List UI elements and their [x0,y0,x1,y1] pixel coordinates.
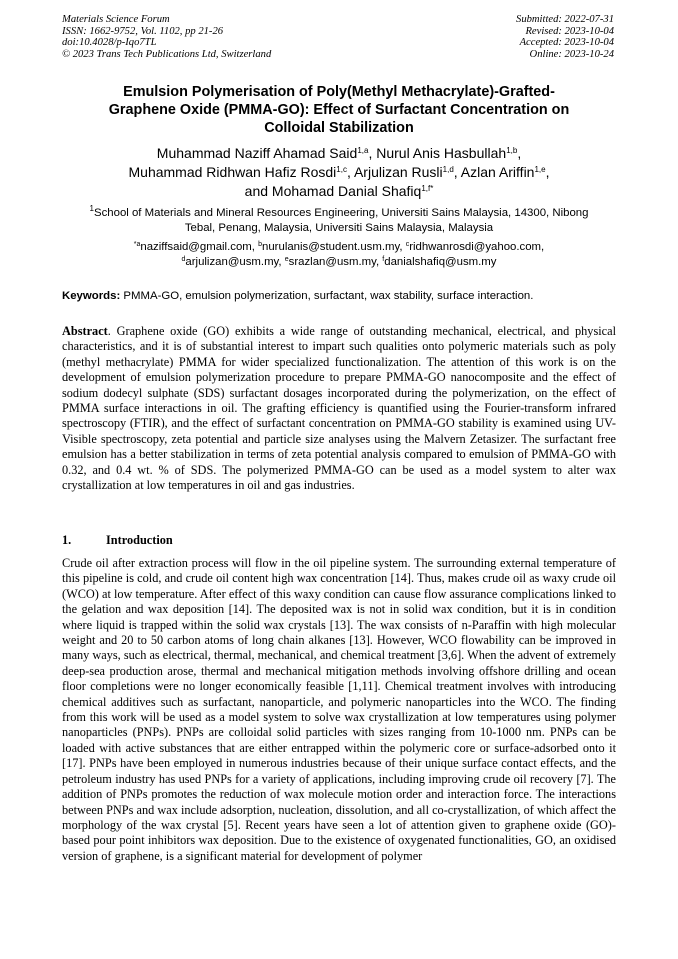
keywords-text: PMMA-GO, emulsion polymerization, surfactant, wax stability, surface interaction. [120,290,534,302]
journal-name: Materials Science Forum [62,14,170,25]
email-address[interactable]: ridhwanrosdi@yahoo.com, [409,241,545,253]
affiliation-mark: 1 [89,204,94,213]
email-mark: c [405,241,410,248]
journal-copyright: © 2023 Trans Tech Publications Ltd, Switzerland [62,48,272,60]
email-address[interactable]: srazlan@usm.my, [288,256,383,269]
author-name: Nurul Anis Hasbullah [376,145,507,161]
author-separator: , [453,164,461,180]
author-name: Arjulizan Rusli [353,164,443,180]
email-address[interactable]: danialshafiq@usm.my [384,256,497,269]
affiliation-text: School of Materials and Mineral Resources Engineering, Universiti Sains Malaysia, 14300, Nibong [93,207,589,219]
email-line [62,240,616,255]
author-separator: , [368,145,377,161]
title-line: Graphene Oxide (PMMA-GO): Effect of Surfactant Concentration on [108,102,570,119]
date-accepted: Accepted: 2023-10-04 [519,37,614,49]
author-separator: , [346,164,354,180]
section-number: 1. [62,533,72,547]
author-affiliation-mark: 1,c [336,165,347,174]
author-affiliation-mark: 1,a [357,146,369,155]
paper-title [62,83,616,138]
email-mark: e [284,256,289,264]
section-title: Introduction [106,533,173,547]
email-address[interactable]: nurulanis@student.usm.my, [262,241,406,253]
author-affiliation-mark: 1,f* [421,184,434,193]
affiliation [62,206,616,237]
author-line [62,144,616,163]
author-affiliation-mark: 1,d [442,165,454,174]
author-line [62,182,616,201]
author-separator: , [517,145,522,161]
section-heading [62,533,616,548]
email-mark: f [382,256,385,264]
email-mark: *a [133,241,141,248]
author-line [62,163,616,182]
author-affiliation-mark: 1,b [506,146,518,155]
keywords [62,289,616,304]
affiliation-line: Tebal, Penang, Malaysia, Universiti Sains Malaysia, Malaysia [184,222,494,235]
email-address[interactable]: naziffsaid@gmail.com, [140,241,259,253]
author-name: Muhammad Naziff Ahamad Said [156,145,358,161]
journal-doi: doi:10.4028/p-Iqo7TL [62,37,157,49]
abstract [62,324,616,493]
title-line: Colloidal Stabilization [264,120,414,137]
abstract-text: . Graphene oxide (GO) exhibits a wide range of outstanding mechanical, electrical, and physical characteristics, and it is of substantial interest to impart such qualities onto polymeric materials such as poly (methyl methacrylate) PMMA for wider specialized functionalization. The attention of this work is on the development of emulsion polymerization procedure to prepare PMMA-GO nanocomposite and the effect of sodium dodecyl sulphate (SDS) surfactant dosages incorporated during the polymerization, on the effect of PMMA surface interactions in oil. The grafting efficiency is quantified using the Fourier-transform infrared spectroscopy (FTIR), and the effect of surfactant concentration on PMMA-GO stability is examined using UV-Visible spectroscopy, zeta potential and particle size analyses using the Malvern Zetasizer. The surfactant free emulsion has a better stabilization in terms of zeta potential analysis compared to emulsion of PMMA-GO with 0.32, and 0.4 wt. % of SDS. The polymerized PMMA-GO can be used as a model system to alter wax crystallization at low temperatures in oil and gas industries. [62,324,616,493]
publication-dates [516,14,614,60]
affiliation-line [62,206,616,221]
journal-issn: ISSN: 1662-9752, Vol. 1102, pp 21-26 [62,25,224,37]
author-separator: , [545,164,550,180]
email-mark: b [258,241,263,248]
email-mark: d [181,256,186,264]
author-list [62,144,616,201]
abstract-label: Abstract [62,324,108,338]
journal-info [62,14,271,60]
title-line: Emulsion Polymerisation of Poly(Methyl Methacrylate)-Grafted- [123,84,555,100]
date-online: Online: 2023-10-24 [529,48,614,60]
email-address[interactable]: arjulizan@usm.my, [185,256,285,269]
author-name: Muhammad Ridhwan Hafiz Rosdi [128,164,337,180]
author-name: Azlan Ariffin [460,164,535,180]
author-name: and Mohamad Danial Shafiq [244,183,422,199]
author-affiliation-mark: 1,e [534,165,546,174]
keywords-label: Keywords: [62,290,121,302]
email-line [62,255,616,270]
date-submitted: Submitted: 2022-07-31 [516,14,614,25]
author-emails [62,240,616,271]
date-revised: Revised: 2023-10-04 [525,25,614,37]
introduction-paragraph: Crude oil after extraction process will flow in the oil pipeline system. The surrounding external temperature of this pipeline is cold, and crude oil content high wax concentration [14]. Thus, makes crude oil as waxy crude oil (WCO) at low temperature. After effect of this waxy condition can cause flow assurance complications linked to the gelation and wax deposition [14]. The deposited wax is not in solid wax condition, but it is in condition where liquid is trapped within the solid wax crystals [13]. The wax consists of n-Paraffin with high molecular weight and 20 to 50 carbon atoms of long chain alkanes [13]. However, WCO flowability can be improved in many ways, such as electrical, thermal, mechanical, and chemical treatment [3,6]. When the advent of extremely deep-sea production arose, thermal and mechanical mitigation methods involving offshore drilling and ocean floor completions were no longer economically feasible [1,11]. Chemical treatment involves with introducing chemical additives such as surfactant, nanoparticle, and polymeric nanoparticles into the WCO. The finding from this work will be used as a model system to solve wax crystallization at low temperatures using polymer nanoparticles (PNPs). PNPs are colloidal solid particles with sizes ranging from 10-1000 nm. PNPs can be loaded with active substances that are either entrapped within the polymeric core or surface-adsorbed onto it [17]. PNPs have been employed in numerous industries because of their unique surface contact effects, and the petroleum industry has used PNPs for a variety of applications, including improving crude oil recovery [7]. The addition of PNPs promotes the reduction of wax molecule motion order and interaction force. The interactions between PNPs and wax include adsorption, nucleation, dissolution, and all co-crystallization, of which affect the morphology of the wax crystal [5]. Recent years have seen a lot of attention given to graphene oxide (GO)-based pour point inhibitors wax deposition. Due to the existence of oxygenated functionalities, GO, an oxidised version of graphene, is a significant material for development of polymer [62,556,616,863]
